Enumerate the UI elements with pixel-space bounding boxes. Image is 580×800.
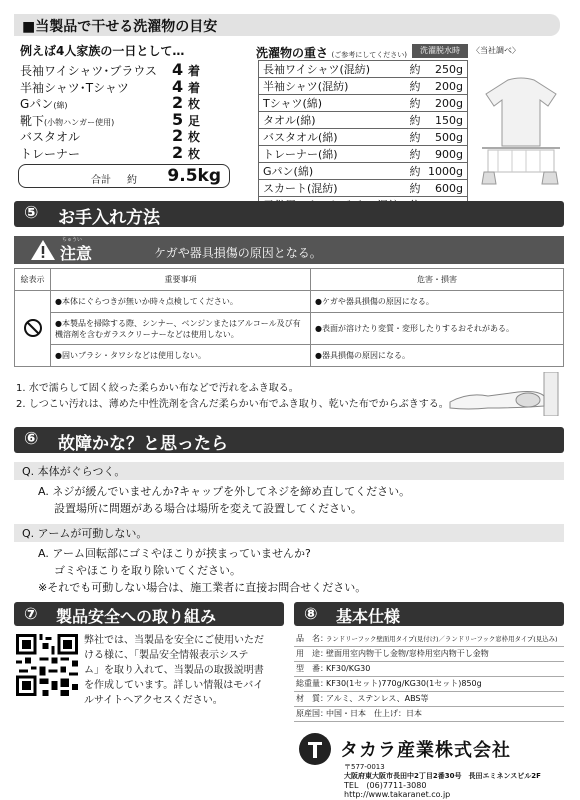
weight-title <box>256 44 407 61</box>
laundry-item <box>20 142 232 162</box>
weight-table <box>258 60 468 214</box>
a2-line3: ※それでも可動しない場合は、施工業者に直接お問合せください。 <box>38 581 367 594</box>
laundry-item <box>20 128 232 145</box>
spec-value: 壁面用室内物干し金物/窓枠用室内物干し金物 <box>326 649 489 658</box>
caution-banner <box>14 236 564 264</box>
laundry-item-unit: 枚 <box>188 97 201 111</box>
weight-value: 600g <box>423 180 467 197</box>
weight-approx: 約 <box>407 180 423 197</box>
care-section-title: お手入れ方法 <box>58 208 160 228</box>
company-address: 大阪府東大阪市長田中2丁目2番30号 長田エミネンスビル2F <box>344 772 541 780</box>
spec-colon: ： <box>320 649 328 658</box>
laundry-item-note: (綿) <box>53 101 68 110</box>
weight-name: 半袖シャツ(混紡) <box>259 78 408 95</box>
weight-value: 1000g <box>423 163 467 180</box>
spec-row <box>294 692 564 707</box>
total-label: 合計 <box>91 175 111 186</box>
weight-value: 900g <box>423 146 467 163</box>
laundry-item-name: 長袖ワイシャツ･ブラウス <box>20 64 158 78</box>
laundry-guide-heading: ■当製品で干せる洗濯物の目安 <box>22 19 218 35</box>
row2-harm: ●表面が溶けたり変質・変形したりするおそれがある。 <box>311 313 564 345</box>
total-value: 9.5kg <box>167 166 221 186</box>
hanging-clothes-illustration <box>478 76 564 186</box>
weight-value: 500g <box>423 129 467 146</box>
safety-text <box>84 633 264 708</box>
care-section-number: ⑤ <box>24 203 39 223</box>
spec-section-title: 基本仕様 <box>336 607 401 626</box>
weight-approx: 約 <box>407 95 423 112</box>
spec-row <box>294 632 564 647</box>
a1-line1: A. ネジが緩んでいませんか?キャップを外してネジを締め直してください。 <box>38 485 411 498</box>
laundry-items-list <box>20 62 232 161</box>
q2-text: Q. アームが可動しない。 <box>22 527 148 540</box>
weight-name: バスタオル(綿) <box>259 129 408 146</box>
weight-name: タオル(綿) <box>259 112 408 129</box>
spec-colon: ： <box>320 634 328 643</box>
row1-harm: ●ケガや器具損傷の原因になる。 <box>311 291 564 313</box>
weight-row <box>259 163 468 180</box>
spec-label: 型 番 <box>296 664 320 673</box>
spec-value: KF30/KG30 <box>326 664 371 673</box>
laundry-item-count: 2 <box>172 93 184 112</box>
a2-line1: A. アーム回転部にゴミやほこりが挟まっていませんか? <box>38 547 311 560</box>
laundry-item-unit: 足 <box>188 113 201 128</box>
spec-label: 材 質 <box>296 694 320 703</box>
spec-label: 品 名 <box>296 634 320 643</box>
laundry-item <box>20 62 232 79</box>
weight-value: 250g <box>423 61 467 78</box>
laundry-item-count: 4 <box>172 76 184 96</box>
trouble-section-header <box>14 427 564 453</box>
safety-section-number: ⑦ <box>24 604 38 623</box>
laundry-item-count: 2 <box>172 142 184 162</box>
safety-text-line: ルサイトへアクセスください。 <box>84 695 223 706</box>
laundry-item-count: 5 <box>172 109 184 129</box>
spec-colon: ： <box>320 679 328 688</box>
prohibition-icon <box>23 318 43 338</box>
q1-text: Q. 本体がぐらつく。 <box>22 465 126 478</box>
spec-row <box>294 662 564 677</box>
laundry-item-name: Gパン <box>20 97 54 111</box>
weight-name: Gパン(綿) <box>259 163 408 180</box>
laundry-item-unit: 枚 <box>188 130 201 144</box>
caution-title: 注意 <box>60 244 93 263</box>
col-symbol: 絵表示 <box>15 269 51 291</box>
spec-colon: ： <box>320 709 328 718</box>
safety-text-line: ける様に、「製品安全情報表示システ <box>84 650 249 661</box>
weight-row <box>259 95 468 112</box>
trouble-section-title: 故障かな？と思ったら <box>58 434 228 454</box>
spec-section-number: ⑧ <box>304 604 318 623</box>
laundry-item-name: バスタオル <box>20 130 81 144</box>
weight-row <box>259 112 468 129</box>
row3-harm: ●器具損傷の原因になる。 <box>311 345 564 367</box>
safety-text-line: ム」を取り入れて、当製品の取扱説明書 <box>84 665 264 676</box>
spec-value: 中国・日本 仕上げ：日本 <box>326 709 422 718</box>
weight-value: 150g <box>423 112 467 129</box>
weight-approx: 約 <box>407 146 423 163</box>
spec-value: アルミ、ステンレス、ABS等 <box>326 694 429 703</box>
a2-line2: ゴミやほこりを取り除いてください。 <box>54 564 241 577</box>
care-section-header <box>14 201 564 227</box>
laundry-item-count: 4 <box>172 60 184 79</box>
spec-colon: ： <box>320 694 328 703</box>
safety-text-line: 弊社では、当製品を安全にご使用いただ <box>84 635 264 646</box>
weight-row <box>259 180 468 197</box>
company-postal: 〒577-0013 <box>344 763 385 771</box>
weight-value: 200g <box>423 95 467 112</box>
caution-ruby: ちゅうい <box>62 237 83 243</box>
row1-item: ●本体にぐらつきが無いか時々点検してください。 <box>51 291 311 313</box>
row3-item: ●固いブラシ・タワシなどは使用しない。 <box>51 345 311 367</box>
laundry-item <box>20 109 232 129</box>
a1-line2: 設置場所に問題がある場合は場所を変えて設置してください。 <box>54 502 362 515</box>
safety-text-line: を作成しています。詳しい情報はモバイ <box>84 680 264 691</box>
weight-row <box>259 129 468 146</box>
laundry-item-name: 半袖シャツ･Tシャツ <box>20 80 129 95</box>
total-prefix: 約 <box>127 175 137 186</box>
qr-code-icon <box>16 634 78 696</box>
laundry-item <box>20 76 232 96</box>
weight-approx: 約 <box>407 78 423 95</box>
spec-value: KF30(1セット)770g/KG30(1セット)850g <box>326 679 482 688</box>
trouble-section-number: ⑥ <box>24 429 39 449</box>
spec-section-header <box>294 602 564 626</box>
weight-source: 〈当社調べ〉 <box>472 46 520 55</box>
spec-value: ランドリーフック壁面用タイプ(見付け)／ランドリーフック窓枠用タイプ(見込み) <box>326 635 558 643</box>
laundry-item-note: (小物ハンガー使用) <box>44 117 115 127</box>
spec-row <box>294 647 564 662</box>
col-item: 重要事項 <box>51 269 311 291</box>
spec-label: 総重量 <box>296 679 320 688</box>
weight-row <box>259 146 468 163</box>
col-harm: 危害・損害 <box>311 269 564 291</box>
company-url[interactable]: http://www.takaranet.co.jp <box>344 790 451 799</box>
prohibition-cell <box>15 291 51 367</box>
weight-approx: 約 <box>407 61 423 78</box>
care-step-2: 2. しつこい汚れは、薄めた中性洗剤を含んだ柔らかい布でふき取り、乾いた布でからぶきする。 <box>16 399 449 410</box>
spec-table <box>294 632 564 722</box>
weight-row <box>259 78 468 95</box>
caution-table <box>14 268 564 367</box>
laundry-item-name: トレーナー <box>20 146 81 161</box>
weight-title-text: 洗濯物の重さ <box>256 46 329 60</box>
safety-section-header <box>14 602 284 626</box>
spec-label: 用 途 <box>296 649 320 658</box>
weight-approx: 約 <box>407 129 423 146</box>
weight-name: トレーナー(綿) <box>259 146 408 163</box>
laundry-item-unit: 着 <box>188 64 201 78</box>
family-title: 例えば4人家族の一日として… <box>20 44 185 58</box>
company-tel: TEL (06)7711-3080 <box>344 781 427 790</box>
laundry-item-count: 2 <box>172 126 184 145</box>
weight-name: Tシャツ(綿) <box>259 95 408 112</box>
weight-approx: 約 <box>407 112 423 129</box>
laundry-item-unit: 着 <box>188 80 201 95</box>
weight-row <box>259 61 468 78</box>
caution-text: ケガや器具損傷の原因となる。 <box>154 246 322 260</box>
safety-section-title: 製品安全への取り組み <box>56 607 217 626</box>
weight-title-note: (ご参考にしてください) <box>331 51 407 59</box>
spec-colon: ： <box>320 664 328 673</box>
weight-name: スカート(混紡) <box>259 180 408 197</box>
wiping-hand-illustration <box>448 372 568 416</box>
laundry-item-name: 靴下 <box>20 113 45 128</box>
weight-approx: 約 <box>407 163 423 180</box>
row2-item: ●本製品を掃除する際、シンナー、ベンジンまたはアルコール及び有機溶剤を含むガラスクリーナーなどは使用しない。 <box>51 313 311 345</box>
spec-label: 原産国 <box>296 709 320 718</box>
total-box <box>18 164 230 188</box>
weight-name: 長袖ワイシャツ(混紡) <box>259 61 408 78</box>
care-step-1: 1. 水で濡らして固く絞った柔らかい布などで汚れをふき取る。 <box>16 383 299 394</box>
weight-value: 200g <box>423 78 467 95</box>
warning-triangle-icon <box>30 239 56 261</box>
company-name: タカラ産業株式会社 <box>340 740 511 761</box>
company-logo-icon <box>298 732 332 766</box>
weight-header: 洗濯脱水時 <box>412 44 468 58</box>
laundry-item <box>20 95 232 112</box>
spec-row <box>294 677 564 692</box>
laundry-item-unit: 枚 <box>188 146 201 161</box>
spec-row <box>294 707 564 722</box>
